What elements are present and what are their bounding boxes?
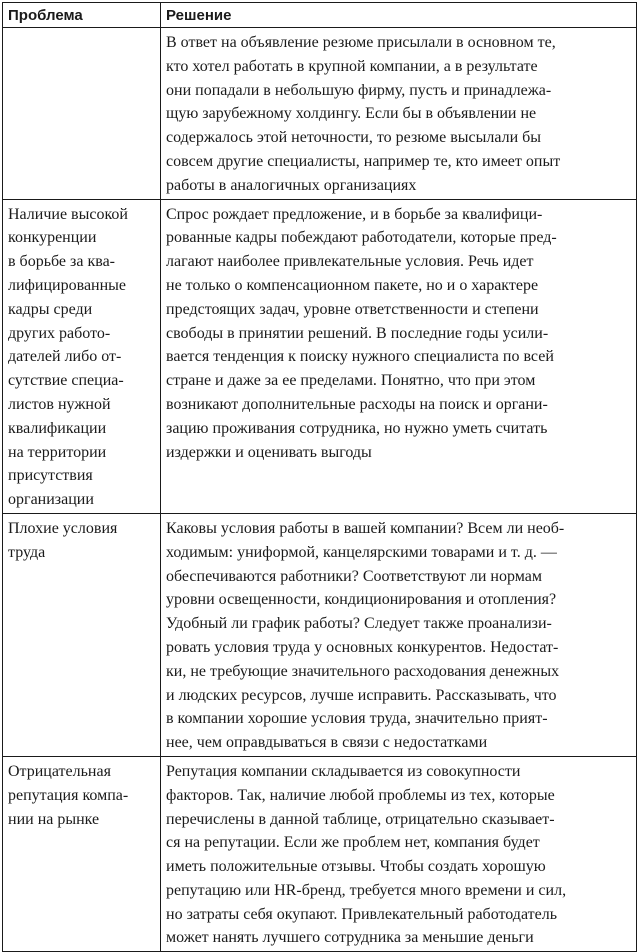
solution-line: они попадали в небольшую фирму, пусть и принадлежа- <box>166 81 552 99</box>
problem-cell <box>3 199 161 513</box>
solution-line: кто хотел работать в крупной компании, а в результате <box>166 57 538 75</box>
solution-line: лагают наиболее привлекательные условия. Речь идет <box>166 253 534 271</box>
solution-line: может нанять лучшего сотрудника за меньшие деньги <box>166 929 534 947</box>
solution-line: вается тенденция к поиску нужного специалиста по всей <box>166 348 554 366</box>
solution-line: щую зарубежному холдингу. Если бы в объявлении не <box>166 105 537 123</box>
solution-line: Репутация компании складывается из совокупности <box>166 762 521 780</box>
solution-line: работы в аналогичных организациях <box>166 176 417 194</box>
solution-cell <box>161 756 637 951</box>
solution-line: иметь положительные отзывы. Чтобы создать хорошую <box>166 858 546 876</box>
solution-line: В ответ на объявление резюме присылали в основном те, <box>166 34 556 51</box>
solution-line: не только о компенсационном пакете, но и о характере <box>166 276 539 294</box>
solution-line: предстоящих задач, уровне ответственности и степени <box>166 300 539 318</box>
problem-line: на территории <box>8 443 107 461</box>
problem-line: конкуренции <box>8 229 97 247</box>
solution-line: свободы в принятии решений. В последние годы усили- <box>166 324 549 342</box>
table-row <box>3 28 637 200</box>
solution-line: возникают дополнительные расходы на поиск и органи- <box>166 395 548 413</box>
problem-line: присутствия <box>8 467 93 485</box>
solution-line: уровни освещенности, кондиционирования и отопления? <box>166 591 557 609</box>
solution-line: и людских ресурсов, лучше исправить. Рассказывать, что <box>166 686 557 704</box>
table-body <box>3 28 637 952</box>
solution-cell <box>161 199 637 513</box>
table-row <box>3 199 637 513</box>
problem-line: листов нужной <box>8 395 111 413</box>
problem-line: квалификации <box>8 419 107 437</box>
solution-line: факторов. Так, наличие любой проблемы из тех, которые <box>166 786 555 804</box>
problem-line: Плохие условия <box>8 519 118 537</box>
solution-line: издержки и оценивать выгоды <box>166 443 372 461</box>
document-page <box>2 2 636 952</box>
problem-cell <box>3 756 161 951</box>
problem-line: Отрицательная <box>8 762 111 780</box>
problem-line: в борьбе за ква- <box>8 253 115 271</box>
solution-line: обеспечиваются работники? Соответствуют ли нормам <box>166 567 542 585</box>
header-problem: Проблема <box>3 3 161 28</box>
problem-line: сутствие специа- <box>8 372 124 390</box>
table-header-row <box>3 3 637 28</box>
solution-line: в компании хорошие условия труда, значительно прият- <box>166 710 548 728</box>
solution-cell <box>161 28 637 200</box>
problem-line: лифицированные <box>8 276 127 294</box>
problem-line: дателей либо от- <box>8 348 122 366</box>
table-row <box>3 513 637 756</box>
problem-cell <box>3 513 161 756</box>
solution-cell <box>161 513 637 756</box>
solution-line: Спрос рождает предложение, и в борьбе за квалифици- <box>166 205 543 223</box>
problem-line: труда <box>8 543 46 561</box>
problem-line: Наличие высокой <box>8 205 128 223</box>
solution-line: нее, чем оправдываться в связи с недостатками <box>166 734 488 752</box>
solution-line: репутацию или HR-бренд, требуется много времени и сил, <box>166 881 567 899</box>
solution-line: ки, не требующие значительного расходования денежных <box>166 662 560 680</box>
header-solution: Решение <box>161 3 637 28</box>
solution-line: совсем другие специалисты, например те, кто имеет опыт <box>166 152 561 170</box>
solution-line: ходимым: униформой, канцелярскими товарами и т. д. — <box>166 543 557 561</box>
problem-line: организации <box>8 491 94 509</box>
solution-line: стране и даже за ее пределами. Понятно, что при этом <box>166 372 536 390</box>
problem-solution-table <box>2 2 637 952</box>
problem-line: других работо- <box>8 324 111 342</box>
solution-line: рованные кадры побеждают работодатели, которые пред- <box>166 229 557 247</box>
table-row <box>3 756 637 951</box>
solution-line: ровать условия труда у основных конкурентов. Недостат- <box>166 638 559 656</box>
solution-line: перечислены в данной таблице, отрицательно сказывает- <box>166 810 555 828</box>
solution-line: Каковы условия работы в вашей компании? Всем ли необ- <box>166 519 565 537</box>
problem-line: нии на рынке <box>8 810 100 828</box>
solution-line: ся на репутации. Если же проблем нет, компания будет <box>166 834 540 852</box>
solution-line: Удобный ли график работы? Следует также проанализи- <box>166 615 552 633</box>
solution-line: зацию проживания сотрудника, но нужно уметь считать <box>166 419 548 437</box>
problem-line: репутация компа- <box>8 786 129 804</box>
problem-line: кадры среди <box>8 300 93 318</box>
solution-line: содержалось этой неточности, то резюме высылали бы <box>166 129 542 147</box>
solution-line: но затраты себя окупают. Привлекательный работодатель <box>166 905 557 923</box>
problem-cell <box>3 28 161 200</box>
